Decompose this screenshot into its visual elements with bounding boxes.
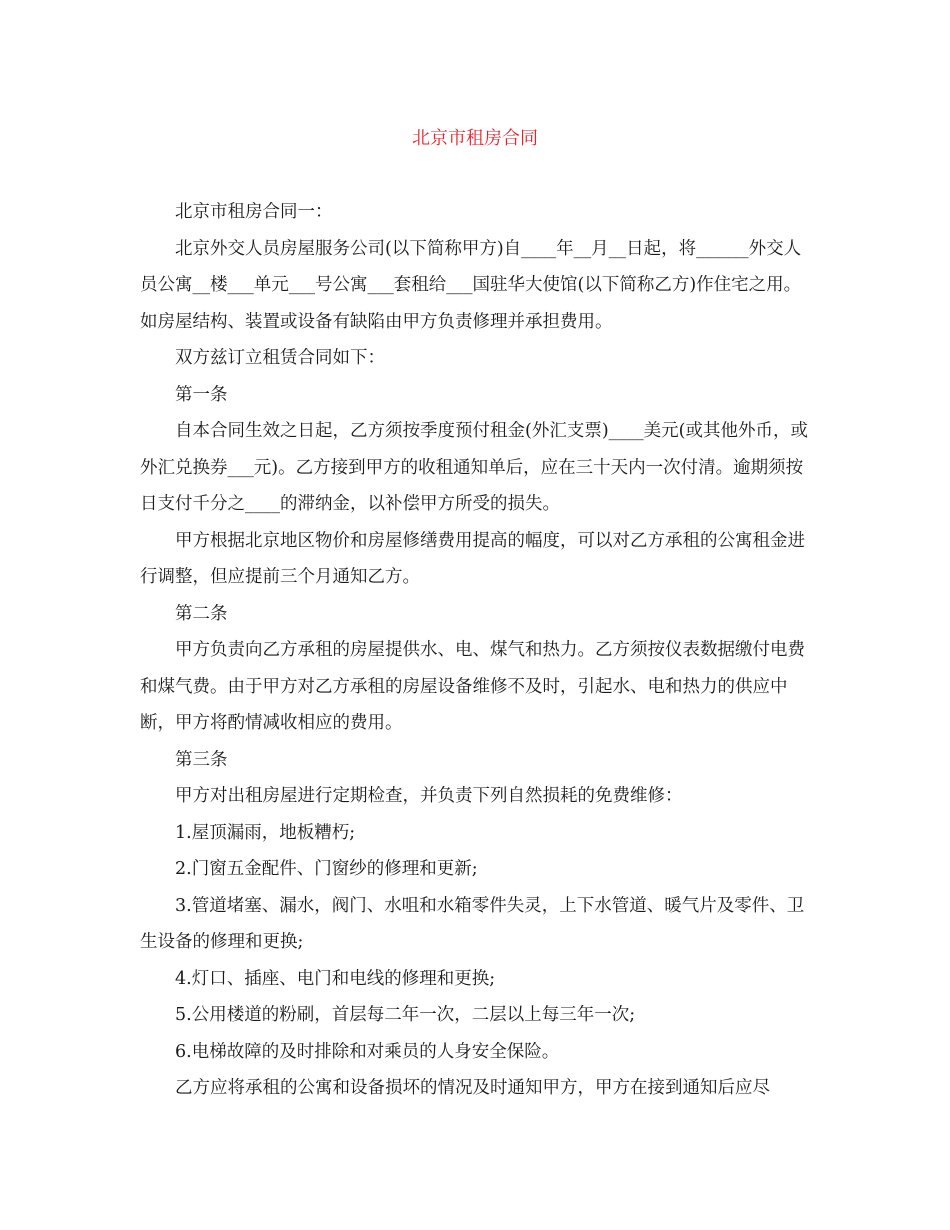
- article-heading: 第二条: [175, 603, 228, 624]
- document-title: 北京市租房合同: [412, 128, 538, 149]
- paragraph: 北京外交人员房屋服务公司(以下简称甲方)自____年__月__日起，将______外交人员公寓__楼___单元___号公寓___套租给___国驻华大使馆(以下简称乙方)作住宅之用。如房屋结构、装置或设备有缺陷由甲方负责修理并承担费用。: [140, 238, 802, 332]
- paragraph: 自本合同生效之日起，乙方须按季度预付租金(外汇支票)____美元(或其他外币，或外汇兑换券___元)。乙方接到甲方的收租通知单后，应在三十天内一次付清。逾期须按日支付千分之____的滞纳金，以补偿甲方所受的损失。: [140, 421, 808, 514]
- document-body: [140, 194, 816, 1107]
- article-heading: 第一条: [175, 384, 228, 405]
- list-item: 4.灯口、插座、电门和电线的修理和更换;: [175, 968, 496, 989]
- article-heading: 第三条: [175, 749, 228, 770]
- paragraph: 甲方负责向乙方承租的房屋提供水、电、煤气和热力。乙方须按仪表数据缴付电费和煤气费。由于甲方对乙方承租的房屋设备维修不及时，引起水、电和热力的供应中断，甲方将酌情减收相应的费用。: [140, 640, 805, 733]
- list-item: 3.管道堵塞、漏水，阀门、水咀和水箱零件失灵，上下水管道、暖气片及零件、卫生设备的修理和更换;: [140, 895, 805, 952]
- paragraph: 乙方应将承租的公寓和设备损坏的情况及时通知甲方，甲方在接到通知后应尽: [175, 1078, 770, 1098]
- paragraph: 北京市租房合同一：: [175, 202, 333, 222]
- paragraph: 甲方根据北京地区物价和房屋修缮费用提高的幅度，可以对乙方承租的公寓租金进行调整，但应提前三个月通知乙方。: [140, 530, 805, 587]
- paragraph: 甲方对出租房屋进行定期检查，并负责下列自然损耗的免费维修：: [175, 786, 683, 806]
- paragraph: 双方兹订立租赁合同如下：: [175, 348, 385, 368]
- list-item: 2.门窗五金配件、门窗纱的修理和更新;: [175, 859, 478, 879]
- list-item: 6.电梯故障的及时排除和对乘员的人身安全保险。: [175, 1041, 560, 1062]
- list-item: 1.屋顶漏雨，地板糟朽;: [175, 822, 356, 843]
- list-item: 5.公用楼道的粉刷，首层每二年一次，二层以上每三年一次;: [175, 1005, 636, 1025]
